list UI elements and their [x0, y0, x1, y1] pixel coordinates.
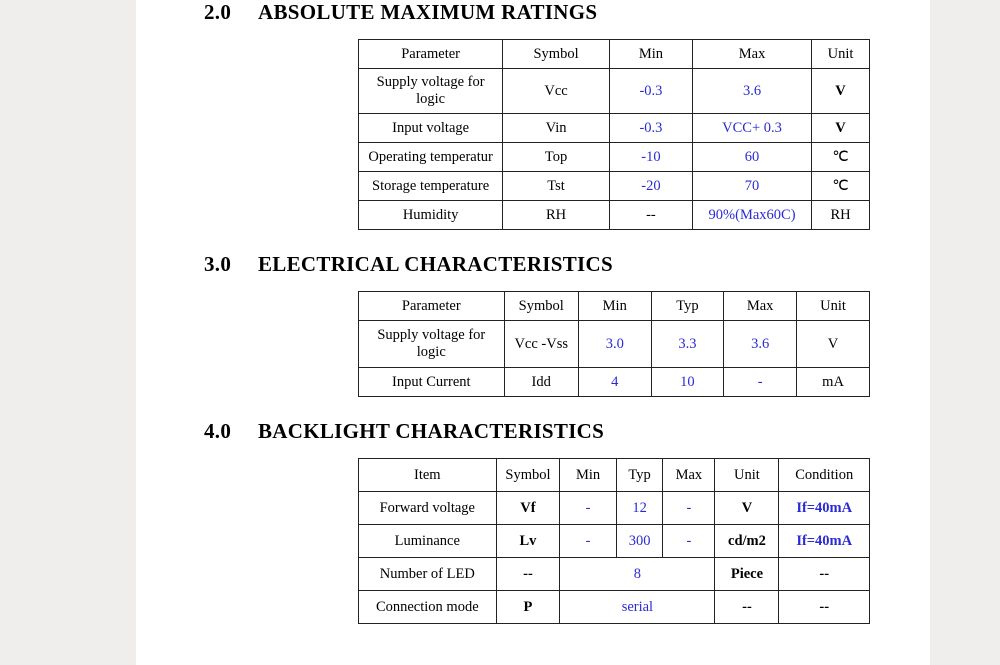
cell-unit: -- [715, 591, 779, 624]
column-header-max: Max [692, 40, 811, 69]
table-row [359, 143, 870, 172]
cell-condition: If=40mA [779, 525, 870, 558]
section-number: 3.0 [204, 252, 232, 276]
table-wrapper-backlight-characteristics [204, 444, 870, 624]
column-header-typ: Typ [616, 459, 662, 492]
cell-item: Connection mode [359, 591, 497, 624]
table-row [359, 172, 870, 201]
cell-parameter: Humidity [359, 201, 503, 230]
cell-typ: 8 [560, 558, 715, 591]
table-wrapper-absolute-maximum-ratings [204, 25, 870, 230]
cell-max: 60 [692, 143, 811, 172]
section-title: BACKLIGHT CHARACTERISTICS [258, 419, 605, 443]
cell-typ: 300 [616, 525, 662, 558]
table-header-row [359, 459, 870, 492]
document-content [136, 0, 930, 624]
column-header-min: Min [560, 459, 617, 492]
column-header-min: Min [609, 40, 692, 69]
section-number: 4.0 [204, 419, 232, 443]
cell-symbol: Top [503, 143, 610, 172]
cell-symbol: P [496, 591, 560, 624]
cell-condition: -- [779, 558, 870, 591]
table-row [359, 492, 870, 525]
cell-condition: -- [779, 591, 870, 624]
cell-max: - [663, 525, 715, 558]
column-header-max: Max [663, 459, 715, 492]
table-row [359, 368, 870, 397]
cell-symbol: RH [503, 201, 610, 230]
column-header-condition: Condition [779, 459, 870, 492]
cell-min: -10 [609, 143, 692, 172]
cell-min: -20 [609, 172, 692, 201]
column-header-typ: Typ [651, 292, 724, 321]
table-row [359, 591, 870, 624]
cell-symbol: Vcc -Vss [504, 321, 578, 368]
cell-unit: Piece [715, 558, 779, 591]
table-row [359, 525, 870, 558]
table-row [359, 69, 870, 114]
section-title: ABSOLUTE MAXIMUM RATINGS [258, 0, 598, 24]
cell-parameter: Storage temperature [359, 172, 503, 201]
cell-typ: 12 [616, 492, 662, 525]
document-page [136, 0, 930, 665]
cell-max: - [724, 368, 797, 397]
cell-symbol: Vf [496, 492, 560, 525]
cell-max: - [663, 492, 715, 525]
column-header-unit: Unit [812, 40, 870, 69]
cell-parameter: Supply voltage for logic [359, 69, 503, 114]
cell-min: 3.0 [578, 321, 651, 368]
cell-min: 4 [578, 368, 651, 397]
cell-max: VCC+ 0.3 [692, 114, 811, 143]
table-row [359, 558, 870, 591]
cell-min: - [560, 492, 617, 525]
section-title: ELECTRICAL CHARACTERISTICS [258, 252, 613, 276]
cell-unit: ℃ [812, 172, 870, 201]
table-header-row [359, 292, 870, 321]
section-number: 2.0 [204, 0, 232, 24]
cell-unit: cd/m2 [715, 525, 779, 558]
cell-parameter: Input voltage [359, 114, 503, 143]
cell-min: -- [609, 201, 692, 230]
cell-max: 70 [692, 172, 811, 201]
cell-parameter: Operating temperatur [359, 143, 503, 172]
spacer [204, 230, 870, 252]
cell-unit: V [812, 114, 870, 143]
section-heading-4 [204, 419, 870, 444]
cell-unit: ℃ [812, 143, 870, 172]
cell-item: Luminance [359, 525, 497, 558]
cell-min: -0.3 [609, 114, 692, 143]
table-row [359, 321, 870, 368]
cell-unit: V [715, 492, 779, 525]
cell-item: Forward voltage [359, 492, 497, 525]
cell-parameter: Supply voltage for logic [359, 321, 505, 368]
cell-symbol: -- [496, 558, 560, 591]
cell-symbol: Vcc [503, 69, 610, 114]
table-row [359, 114, 870, 143]
table-row [359, 201, 870, 230]
cell-max: 3.6 [724, 321, 797, 368]
column-header-parameter: Parameter [359, 292, 505, 321]
column-header-symbol: Symbol [503, 40, 610, 69]
cell-typ: 3.3 [651, 321, 724, 368]
cell-unit: RH [812, 201, 870, 230]
table-wrapper-electrical-characteristics [204, 277, 870, 397]
column-header-max: Max [724, 292, 797, 321]
column-header-symbol: Symbol [504, 292, 578, 321]
cell-condition: If=40mA [779, 492, 870, 525]
table-absolute-maximum-ratings [358, 39, 870, 230]
cell-parameter: Input Current [359, 368, 505, 397]
cell-min: - [560, 525, 617, 558]
cell-min: -0.3 [609, 69, 692, 114]
spacer [204, 397, 870, 419]
cell-symbol: Tst [503, 172, 610, 201]
table-backlight-characteristics [358, 458, 870, 624]
column-header-item: Item [359, 459, 497, 492]
column-header-unit: Unit [715, 459, 779, 492]
cell-item: Number of LED [359, 558, 497, 591]
cell-unit: V [797, 321, 870, 368]
column-header-symbol: Symbol [496, 459, 560, 492]
table-header-row [359, 40, 870, 69]
cell-typ: serial [560, 591, 715, 624]
cell-unit: mA [797, 368, 870, 397]
column-header-parameter: Parameter [359, 40, 503, 69]
cell-symbol: Vin [503, 114, 610, 143]
cell-symbol: Lv [496, 525, 560, 558]
column-header-unit: Unit [797, 292, 870, 321]
section-heading-2 [204, 0, 870, 25]
cell-unit: V [812, 69, 870, 114]
section-heading-3 [204, 252, 870, 277]
cell-max: 90%(Max60C) [692, 201, 811, 230]
cell-symbol: Idd [504, 368, 578, 397]
cell-max: 3.6 [692, 69, 811, 114]
column-header-min: Min [578, 292, 651, 321]
cell-typ: 10 [651, 368, 724, 397]
table-electrical-characteristics [358, 291, 870, 397]
